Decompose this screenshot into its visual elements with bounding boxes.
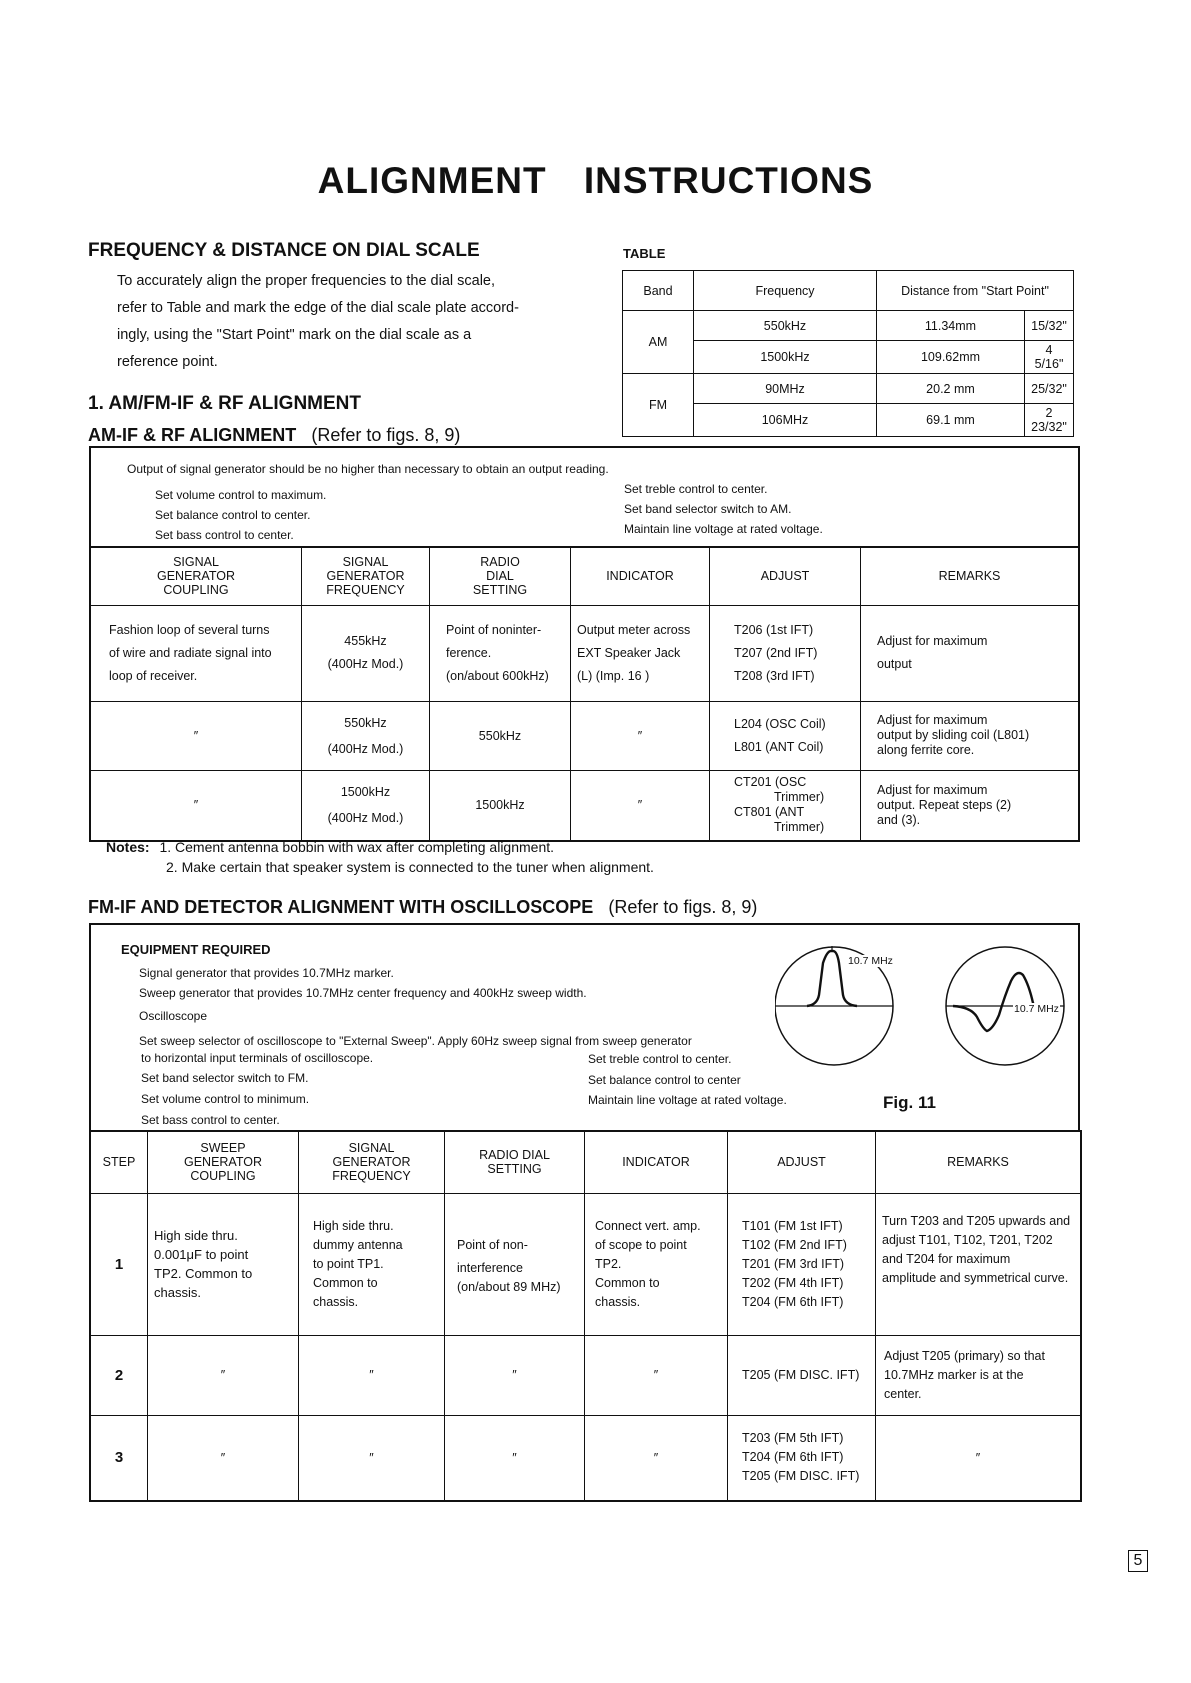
cell-line: T101 (FM 1st IFT) xyxy=(742,1218,843,1233)
section1-heading: 1. AM/FM-IF & RF ALIGNMENT xyxy=(88,393,362,414)
am-if-rf-ref: (Refer to figs. 8, 9) xyxy=(311,425,461,445)
step-cell: 1 xyxy=(90,1193,148,1335)
remarks-cell xyxy=(861,701,1080,770)
coupling-cell: ″ xyxy=(90,770,302,841)
indicator-cell xyxy=(571,605,710,701)
sweep-cell: ″ xyxy=(148,1335,299,1415)
cell-line: Common to xyxy=(313,1275,378,1290)
signal-cell xyxy=(299,1193,445,1335)
remarks-cell xyxy=(861,605,1080,701)
notes-label: Notes: xyxy=(106,839,150,855)
cell-line: output. Repeat steps (2) xyxy=(877,797,1012,812)
cell-line: TP2. xyxy=(595,1256,622,1271)
am-condition-line: Set balance control to center. xyxy=(155,508,311,522)
cell-line: Trimmer) xyxy=(774,790,825,805)
note-item: 2. Make certain that speaker system is connected to the tuner when alignment. xyxy=(166,859,654,875)
cell-line: (400Hz Mod.) xyxy=(327,741,404,756)
dial-scale-intro xyxy=(117,268,547,376)
col-sweep-gen-coupling: SWEEP GENERATOR COUPLING xyxy=(148,1131,299,1193)
indicator-cell: ″ xyxy=(585,1335,728,1415)
intro-line: refer to Table and mark the edge of the dial scale plate accord- xyxy=(117,300,519,316)
inch-cell: 4 5/16" xyxy=(1025,341,1074,374)
col-step: STEP xyxy=(90,1131,148,1193)
cell-line: 550kHz xyxy=(344,715,387,730)
dial-scale-heading: FREQUENCY & DISTANCE ON DIAL SCALE xyxy=(88,240,480,261)
am-condition-line: Set volume control to maximum. xyxy=(155,488,327,502)
freq-cell: 90MHz xyxy=(694,374,877,404)
cell-line: interference xyxy=(457,1261,524,1275)
cell-line: 455kHz xyxy=(344,634,387,648)
adjust-cell xyxy=(728,1415,876,1501)
am-condition-line: Maintain line voltage at rated voltage. xyxy=(624,522,823,536)
table-row xyxy=(90,605,1079,701)
equipment-instruction: Set sweep selector of oscilloscope to "External Sweep". Apply 60Hz sweep signal from sweep generator xyxy=(139,1034,692,1048)
mm-cell: 69.1 mm xyxy=(877,404,1025,437)
cell-line: T204 (FM 6th IFT) xyxy=(742,1294,844,1309)
cell-line: CT801 (ANT xyxy=(734,805,805,820)
fig-marker-label: 10.7 MHz xyxy=(1014,1003,1059,1015)
intro-line: To accurately align the proper frequencies to the dial scale, xyxy=(117,273,496,289)
col-indicator: INDICATOR xyxy=(571,547,710,605)
intro-line: ingly, using the "Start Point" mark on the dial scale as a xyxy=(117,327,472,343)
indicator-cell: ″ xyxy=(571,701,710,770)
cell-line: output xyxy=(877,657,912,671)
col-radio-dial-setting: RADIO DIAL SETTING xyxy=(445,1131,585,1193)
am-conditions-box xyxy=(89,446,1080,546)
table-label: TABLE xyxy=(623,246,666,261)
cell-line: EXT Speaker Jack xyxy=(577,645,681,660)
cell-line: Trimmer) xyxy=(774,820,825,835)
cell-line: chassis. xyxy=(154,1285,201,1300)
col-remarks: REMARKS xyxy=(861,547,1080,605)
intro-line: reference point. xyxy=(117,354,218,370)
mm-cell: 11.34mm xyxy=(877,311,1025,341)
cell-line: CT201 (OSC xyxy=(734,775,807,790)
cell-line: chassis. xyxy=(313,1294,359,1309)
cell-line: T202 (FM 4th IFT) xyxy=(742,1275,844,1290)
fm-alignment-table xyxy=(89,1130,1082,1502)
am-if-rf-heading xyxy=(88,425,460,446)
sweep-cell xyxy=(148,1193,299,1335)
dial-cell xyxy=(445,1193,585,1335)
table-row xyxy=(90,701,1079,770)
cell-line: Adjust for maximum xyxy=(877,634,988,648)
equipment-item: Sweep generator that provides 10.7MHz center frequency and 400kHz sweep width. xyxy=(139,986,587,1000)
indicator-cell: ″ xyxy=(571,770,710,841)
cell-line: Common to xyxy=(595,1275,660,1290)
remarks-cell xyxy=(861,770,1080,841)
signal-cell: ″ xyxy=(299,1335,445,1415)
cell-line: Connect vert. amp. xyxy=(595,1218,701,1233)
cell-line: and (3). xyxy=(877,812,921,827)
cell-line: L204 (OSC Coil) xyxy=(734,716,826,731)
dial-cell: ″ xyxy=(445,1415,585,1501)
cell-line: L801 (ANT Coil) xyxy=(734,739,824,754)
page-number: 5 xyxy=(1128,1550,1148,1572)
cell-line: (400Hz Mod.) xyxy=(327,657,404,671)
equipment-instruction: Set volume control to minimum. xyxy=(141,1092,310,1106)
indicator-cell: ″ xyxy=(585,1415,728,1501)
freq-cell: 106MHz xyxy=(694,404,877,437)
cell-line: amplitude and symmetrical curve. xyxy=(882,1270,1069,1285)
col-indicator: INDICATOR xyxy=(585,1131,728,1193)
coupling-cell xyxy=(90,605,302,701)
sweep-cell: ″ xyxy=(148,1415,299,1501)
equipment-instruction: to horizontal input terminals of oscilloscope. xyxy=(141,1051,374,1065)
col-adjust: ADJUST xyxy=(710,547,861,605)
equipment-instruction: Set band selector switch to FM. xyxy=(141,1071,309,1085)
cell-line: T206 (1st IFT) xyxy=(734,622,814,637)
fig-marker-label: 10.7 MHz xyxy=(848,955,893,967)
fig-11-label: Fig. 11 xyxy=(883,1093,936,1112)
freq-cell: 550kHz xyxy=(694,311,877,341)
am-condition-line: Set bass control to center. xyxy=(155,528,294,542)
inch-cell: 15/32" xyxy=(1025,311,1074,341)
cell-line: and T204 for maximum xyxy=(882,1251,1011,1266)
col-frequency: Frequency xyxy=(694,271,877,311)
equipment-instruction: Set treble control to center. xyxy=(588,1052,732,1066)
dial-cell: 550kHz xyxy=(430,701,571,770)
col-signal-gen-frequency: SIGNAL GENERATOR FREQUENCY xyxy=(302,547,430,605)
table-row xyxy=(90,770,1079,841)
indicator-cell xyxy=(585,1193,728,1335)
fm-section-title: FM-IF AND DETECTOR ALIGNMENT WITH OSCILLOSCOPE xyxy=(88,897,594,917)
frequency-cell xyxy=(302,605,430,701)
cell-line: adjust T101, T102, T201, T202 xyxy=(882,1232,1053,1247)
cell-line: T102 (FM 2nd IFT) xyxy=(742,1237,847,1252)
col-signal-gen-coupling: SIGNAL GENERATOR COUPLING xyxy=(90,547,302,605)
equipment-heading: EQUIPMENT REQUIRED xyxy=(121,942,271,957)
frequency-distance-table xyxy=(622,270,1074,437)
dial-cell xyxy=(430,605,571,701)
cell-line: of wire and radiate signal into xyxy=(109,645,272,660)
am-if-rf-title: AM-IF & RF ALIGNMENT xyxy=(88,425,297,445)
remarks-cell xyxy=(876,1193,1082,1335)
equipment-instruction: Set balance control to center xyxy=(588,1073,741,1087)
am-condition-line: Set treble control to center. xyxy=(624,482,768,496)
remarks-cell: ″ xyxy=(876,1415,1082,1501)
cell-line: Adjust for maximum xyxy=(877,713,988,727)
cell-line: of scope to point xyxy=(595,1237,687,1252)
cell-line: TP2. Common to xyxy=(154,1266,253,1281)
cell-line: High side thru. xyxy=(154,1228,238,1243)
step-cell: 3 xyxy=(90,1415,148,1501)
band-fm: FM xyxy=(623,374,694,437)
fm-section-heading xyxy=(88,897,757,918)
col-remarks: REMARKS xyxy=(876,1131,1082,1193)
cell-line: ference. xyxy=(446,645,492,660)
frequency-cell xyxy=(302,770,430,841)
col-signal-gen-frequency: SIGNAL GENERATOR FREQUENCY xyxy=(299,1131,445,1193)
table-row xyxy=(90,1193,1081,1335)
fm-section-ref: (Refer to figs. 8, 9) xyxy=(608,897,758,917)
cell-line: to point TP1. xyxy=(313,1256,384,1271)
mm-cell: 109.62mm xyxy=(877,341,1025,374)
cell-line: T207 (2nd IFT) xyxy=(734,645,818,660)
am-alignment-table xyxy=(89,546,1080,842)
cell-line: 10.7MHz marker is at the xyxy=(884,1367,1024,1382)
adjust-cell xyxy=(728,1193,876,1335)
remarks-cell xyxy=(876,1335,1082,1415)
notes xyxy=(106,839,554,855)
equipment-item: Signal generator that provides 10.7MHz marker. xyxy=(139,966,394,980)
mm-cell: 20.2 mm xyxy=(877,374,1025,404)
cell-line: High side thru. xyxy=(313,1218,394,1233)
cell-line: Adjust for maximum xyxy=(877,782,988,797)
cell-line: Output meter across xyxy=(577,622,691,637)
cell-line: T203 (FM 5th IFT) xyxy=(742,1431,844,1446)
signal-cell: ″ xyxy=(299,1415,445,1501)
cell-line: T208 (3rd IFT) xyxy=(734,668,815,683)
band-am: AM xyxy=(623,311,694,374)
col-adjust: ADJUST xyxy=(728,1131,876,1193)
cell-line: dummy antenna xyxy=(313,1237,403,1252)
col-radio-dial-setting: RADIO DIAL SETTING xyxy=(430,547,571,605)
cell-line: (L) (Imp. 16 ) xyxy=(577,668,650,683)
table-row xyxy=(90,1415,1081,1501)
adjust-cell: T205 (FM DISC. IFT) xyxy=(728,1335,876,1415)
cell-line: Turn T203 and T205 upwards and xyxy=(882,1213,1071,1228)
coupling-cell: ″ xyxy=(90,701,302,770)
col-distance: Distance from "Start Point" xyxy=(877,271,1074,311)
inch-cell: 2 23/32" xyxy=(1025,404,1074,437)
step-cell: 2 xyxy=(90,1335,148,1415)
cell-line: Point of noninter- xyxy=(446,622,542,637)
freq-cell: 1500kHz xyxy=(694,341,877,374)
table-row xyxy=(90,1335,1081,1415)
adjust-cell xyxy=(710,701,861,770)
page-title: ALIGNMENT INSTRUCTIONS xyxy=(317,160,874,201)
equipment-instruction: Maintain line voltage at rated voltage. xyxy=(588,1093,787,1107)
inch-cell: 25/32" xyxy=(1025,374,1074,404)
cell-line: T201 (FM 3rd IFT) xyxy=(742,1256,845,1271)
cell-line: Adjust T205 (primary) so that xyxy=(884,1348,1045,1363)
cell-line: output by sliding coil (L801) xyxy=(877,728,1030,742)
equipment-instruction: Set bass control to center. xyxy=(141,1113,280,1127)
equipment-item: Oscilloscope xyxy=(139,1009,208,1023)
cell-line: 0.001μF to point xyxy=(154,1247,249,1262)
cell-line: (on/about 600kHz) xyxy=(446,668,549,683)
note-item: 1. Cement antenna bobbin with wax after completing alignment. xyxy=(159,839,555,855)
cell-line: T205 (FM DISC. IFT) xyxy=(742,1469,860,1484)
cell-line: center. xyxy=(884,1386,922,1401)
cell-line: chassis. xyxy=(595,1294,641,1309)
cell-line: 1500kHz xyxy=(340,785,391,800)
cell-line: loop of receiver. xyxy=(109,668,198,683)
cell-line: Fashion loop of several turns xyxy=(109,622,270,637)
cell-line: T204 (FM 6th IFT) xyxy=(742,1450,844,1465)
adjust-cell xyxy=(710,605,861,701)
am-condition-line: Set band selector switch to AM. xyxy=(624,502,792,516)
col-band: Band xyxy=(623,271,694,311)
am-condition-line: Output of signal generator should be no higher than necessary to obtain an output reading. xyxy=(127,462,609,476)
dial-cell: 1500kHz xyxy=(430,770,571,841)
cell-line: along ferrite core. xyxy=(877,743,975,757)
cell-line: (400Hz Mod.) xyxy=(327,811,404,826)
cell-line: Point of non- xyxy=(457,1238,528,1252)
adjust-cell xyxy=(710,770,861,841)
frequency-cell xyxy=(302,701,430,770)
dial-cell: ″ xyxy=(445,1335,585,1415)
equipment-box xyxy=(89,923,1080,1130)
cell-line: (on/about 89 MHz) xyxy=(457,1280,561,1294)
